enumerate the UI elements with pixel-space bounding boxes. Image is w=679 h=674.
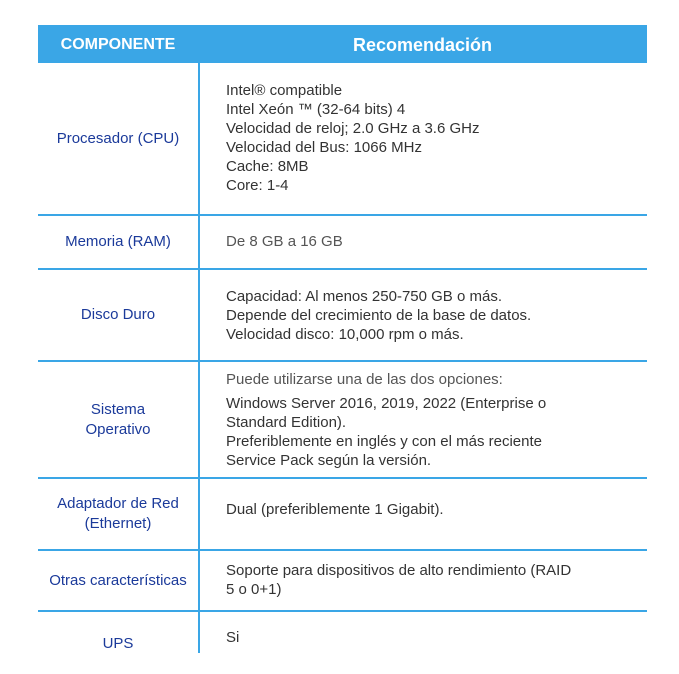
value-line: Velocidad de reloj; 2.0 GHz a 3.6 GHz — [226, 120, 480, 137]
row-label-text: Procesador (CPU) — [56, 129, 180, 147]
value-line: De 8 GB a 16 GB — [226, 233, 343, 250]
value-line: Intel Xeón ™ (32-64 bits) 4 — [226, 101, 406, 118]
value-line: Cache: 8MB — [226, 158, 309, 175]
row-value-cpu — [226, 81, 636, 195]
value-line: Velocidad disco: 10,000 rpm o más. — [226, 326, 464, 343]
value-line: Dual (preferiblemente 1 Gigabit). — [226, 501, 444, 518]
row-value-disk — [226, 287, 636, 344]
row-label-text: Disco Duro — [80, 306, 156, 323]
value-line: Depende del crecimiento de la base de datos. — [226, 307, 532, 324]
value-line: Preferiblemente en inglés y con el más reciente — [226, 433, 542, 450]
value-line: Standard Edition). — [226, 414, 347, 431]
value-line: Velocidad del Bus: 1066 MHz — [226, 139, 422, 156]
value-line: 5 o 0+1) — [226, 581, 282, 598]
row-label-text: UPS — [102, 635, 134, 652]
label-line: Sistema — [90, 400, 146, 418]
row-label-text: Otras características — [49, 571, 187, 589]
row-value-ups — [226, 628, 636, 647]
row-value-other — [226, 561, 636, 599]
header-recomendacion: Recomendación — [352, 35, 493, 55]
row-label-cpu — [38, 63, 198, 214]
row-label-disk — [38, 270, 198, 360]
label-line: (Ethernet) — [84, 515, 152, 532]
row-label-ram — [38, 216, 198, 268]
table-header — [38, 25, 647, 63]
value-line: Intel® compatible — [226, 82, 343, 99]
value-note: Puede utilizarse una de las dos opciones: — [226, 371, 503, 388]
row-label-other — [38, 551, 198, 610]
value-line: Capacidad: Al menos 250-750 GB o más. — [226, 288, 502, 305]
header-componente: COMPONENTE — [60, 36, 176, 53]
row-label-network — [38, 479, 198, 549]
label-line: Operativo — [85, 420, 151, 438]
row-label-text: Memoria (RAM) — [65, 233, 171, 250]
column-divider — [198, 63, 200, 653]
row-label-os — [38, 362, 198, 477]
row-label-ups — [38, 629, 198, 659]
value-line: Service Pack según la versión. — [226, 452, 432, 469]
value-line: Si — [226, 629, 240, 646]
row-label-text — [85, 400, 150, 440]
row-value-network — [226, 500, 636, 519]
row-value-os — [226, 370, 636, 470]
row-label-text — [57, 494, 179, 534]
label-line: Adaptador de Red — [57, 495, 179, 512]
row-value-ram — [226, 232, 636, 251]
value-line: Soporte para dispositivos de alto rendimiento (RAID — [226, 562, 572, 579]
row-divider — [38, 610, 647, 612]
value-line: Core: 1-4 — [226, 177, 289, 194]
value-line: Windows Server 2016, 2019, 2022 (Enterprise o — [226, 395, 547, 412]
